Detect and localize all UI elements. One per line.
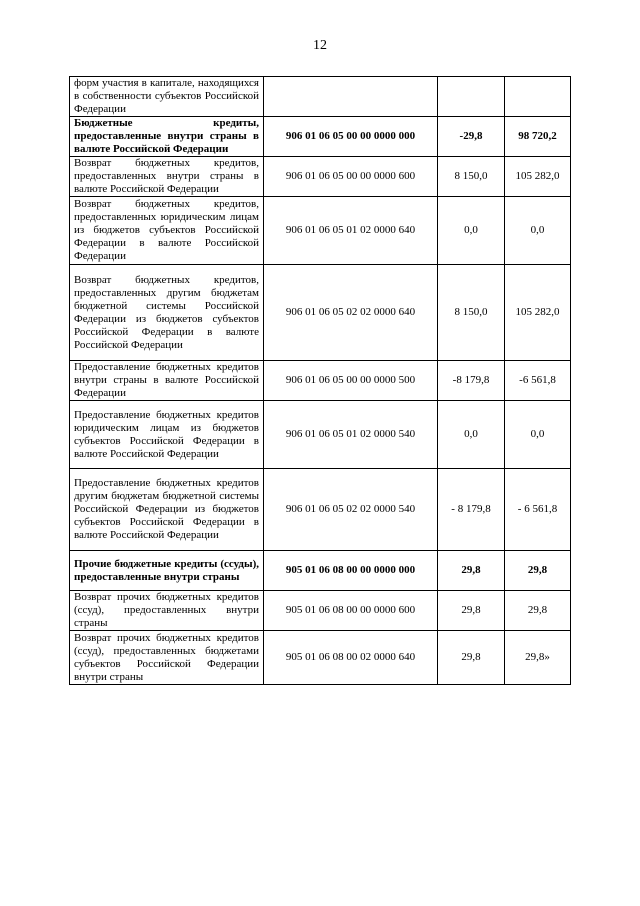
table-row xyxy=(70,197,571,265)
table-row xyxy=(70,265,571,361)
row-value-1-cell: -29,8 xyxy=(438,117,505,157)
row-value-2-cell: 105 282,0 xyxy=(505,157,571,197)
row-value-1-cell: 8 150,0 xyxy=(438,265,505,361)
row-name-cell: Возврат бюджетных кредитов, предоставленных внутри страны в валюте Российской Федерации xyxy=(70,157,264,197)
row-value-2-cell: -6 561,8 xyxy=(505,361,571,401)
row-value-2-cell: 29,8» xyxy=(505,631,571,685)
row-name-cell: Возврат бюджетных кредитов, предоставленных другим бюджетам бюджетной системы Российской Федерации из бюджетов субъектов Российской Федерации в валюте Российской Федерации xyxy=(70,265,264,361)
page-number: 12 xyxy=(313,38,327,53)
row-code-cell: 905 01 06 08 00 00 0000 000 xyxy=(264,551,438,591)
row-code-cell: 906 01 06 05 00 00 0000 000 xyxy=(264,117,438,157)
row-value-2-cell: 0,0 xyxy=(505,401,571,469)
row-code-cell: 906 01 06 05 01 02 0000 540 xyxy=(264,401,438,469)
row-name-cell: Предоставление бюджетных кредитов юридическим лицам из бюджетов субъектов Российской Федерации в валюте Российской Федерации xyxy=(70,401,264,469)
table-row xyxy=(70,361,571,401)
row-code-cell: 906 01 06 05 00 00 0000 600 xyxy=(264,157,438,197)
row-value-2-cell: 98 720,2 xyxy=(505,117,571,157)
row-value-1-cell: -8 179,8 xyxy=(438,361,505,401)
row-value-1-cell: 8 150,0 xyxy=(438,157,505,197)
budget-sources-table xyxy=(69,76,571,685)
row-name-cell: Возврат прочих бюджетных кредитов (ссуд), предоставленных внутри страны xyxy=(70,591,264,631)
row-name-cell: Прочие бюджетные кредиты (ссуды), предоставленные внутри страны xyxy=(70,551,264,591)
row-value-1-cell: 0,0 xyxy=(438,197,505,265)
row-name-cell: Предоставление бюджетных кредитов другим бюджетам бюджетной системы Российской Федерации из бюджетов субъектов Российской Федерации в валюте Российской Федерации xyxy=(70,469,264,551)
row-value-2-cell: 105 282,0 xyxy=(505,265,571,361)
row-code-cell: 906 01 06 05 02 02 0000 640 xyxy=(264,265,438,361)
table-row xyxy=(70,157,571,197)
table-row xyxy=(70,77,571,117)
row-name-cell: Предоставление бюджетных кредитов внутри страны в валюте Российской Федерации xyxy=(70,361,264,401)
row-name-cell: Возврат прочих бюджетных кредитов (ссуд), предоставленных бюджетами субъектов Российской Федерации внутри страны xyxy=(70,631,264,685)
row-value-2-cell: 29,8 xyxy=(505,591,571,631)
row-value-1-cell xyxy=(438,77,505,117)
row-code-cell: 905 01 06 08 00 00 0000 600 xyxy=(264,591,438,631)
row-value-1-cell: 29,8 xyxy=(438,591,505,631)
table-row xyxy=(70,591,571,631)
row-value-1-cell: 29,8 xyxy=(438,551,505,591)
row-value-2-cell xyxy=(505,77,571,117)
table-row xyxy=(70,401,571,469)
row-name-cell: Бюджетные кредиты, предоставленные внутри страны в валюте Российской Федерации xyxy=(70,117,264,157)
row-code-cell: 906 01 06 05 02 02 0000 540 xyxy=(264,469,438,551)
row-name-cell: форм участия в капитале, находящихся в собственности субъектов Российской Федерации xyxy=(70,77,264,117)
row-name-cell: Возврат бюджетных кредитов, предоставленных юридическим лицам из бюджетов субъектов Российской Федерации в валюте Российской Федерации xyxy=(70,197,264,265)
row-value-2-cell: 29,8 xyxy=(505,551,571,591)
row-value-1-cell: 0,0 xyxy=(438,401,505,469)
row-code-cell xyxy=(264,77,438,117)
table-row xyxy=(70,117,571,157)
row-value-2-cell: 0,0 xyxy=(505,197,571,265)
row-code-cell: 906 01 06 05 00 00 0000 500 xyxy=(264,361,438,401)
row-code-cell: 906 01 06 05 01 02 0000 640 xyxy=(264,197,438,265)
row-code-cell: 905 01 06 08 00 02 0000 640 xyxy=(264,631,438,685)
table-row xyxy=(70,631,571,685)
table-row xyxy=(70,551,571,591)
row-value-1-cell: - 8 179,8 xyxy=(438,469,505,551)
row-value-1-cell: 29,8 xyxy=(438,631,505,685)
row-value-2-cell: - 6 561,8 xyxy=(505,469,571,551)
table-row xyxy=(70,469,571,551)
